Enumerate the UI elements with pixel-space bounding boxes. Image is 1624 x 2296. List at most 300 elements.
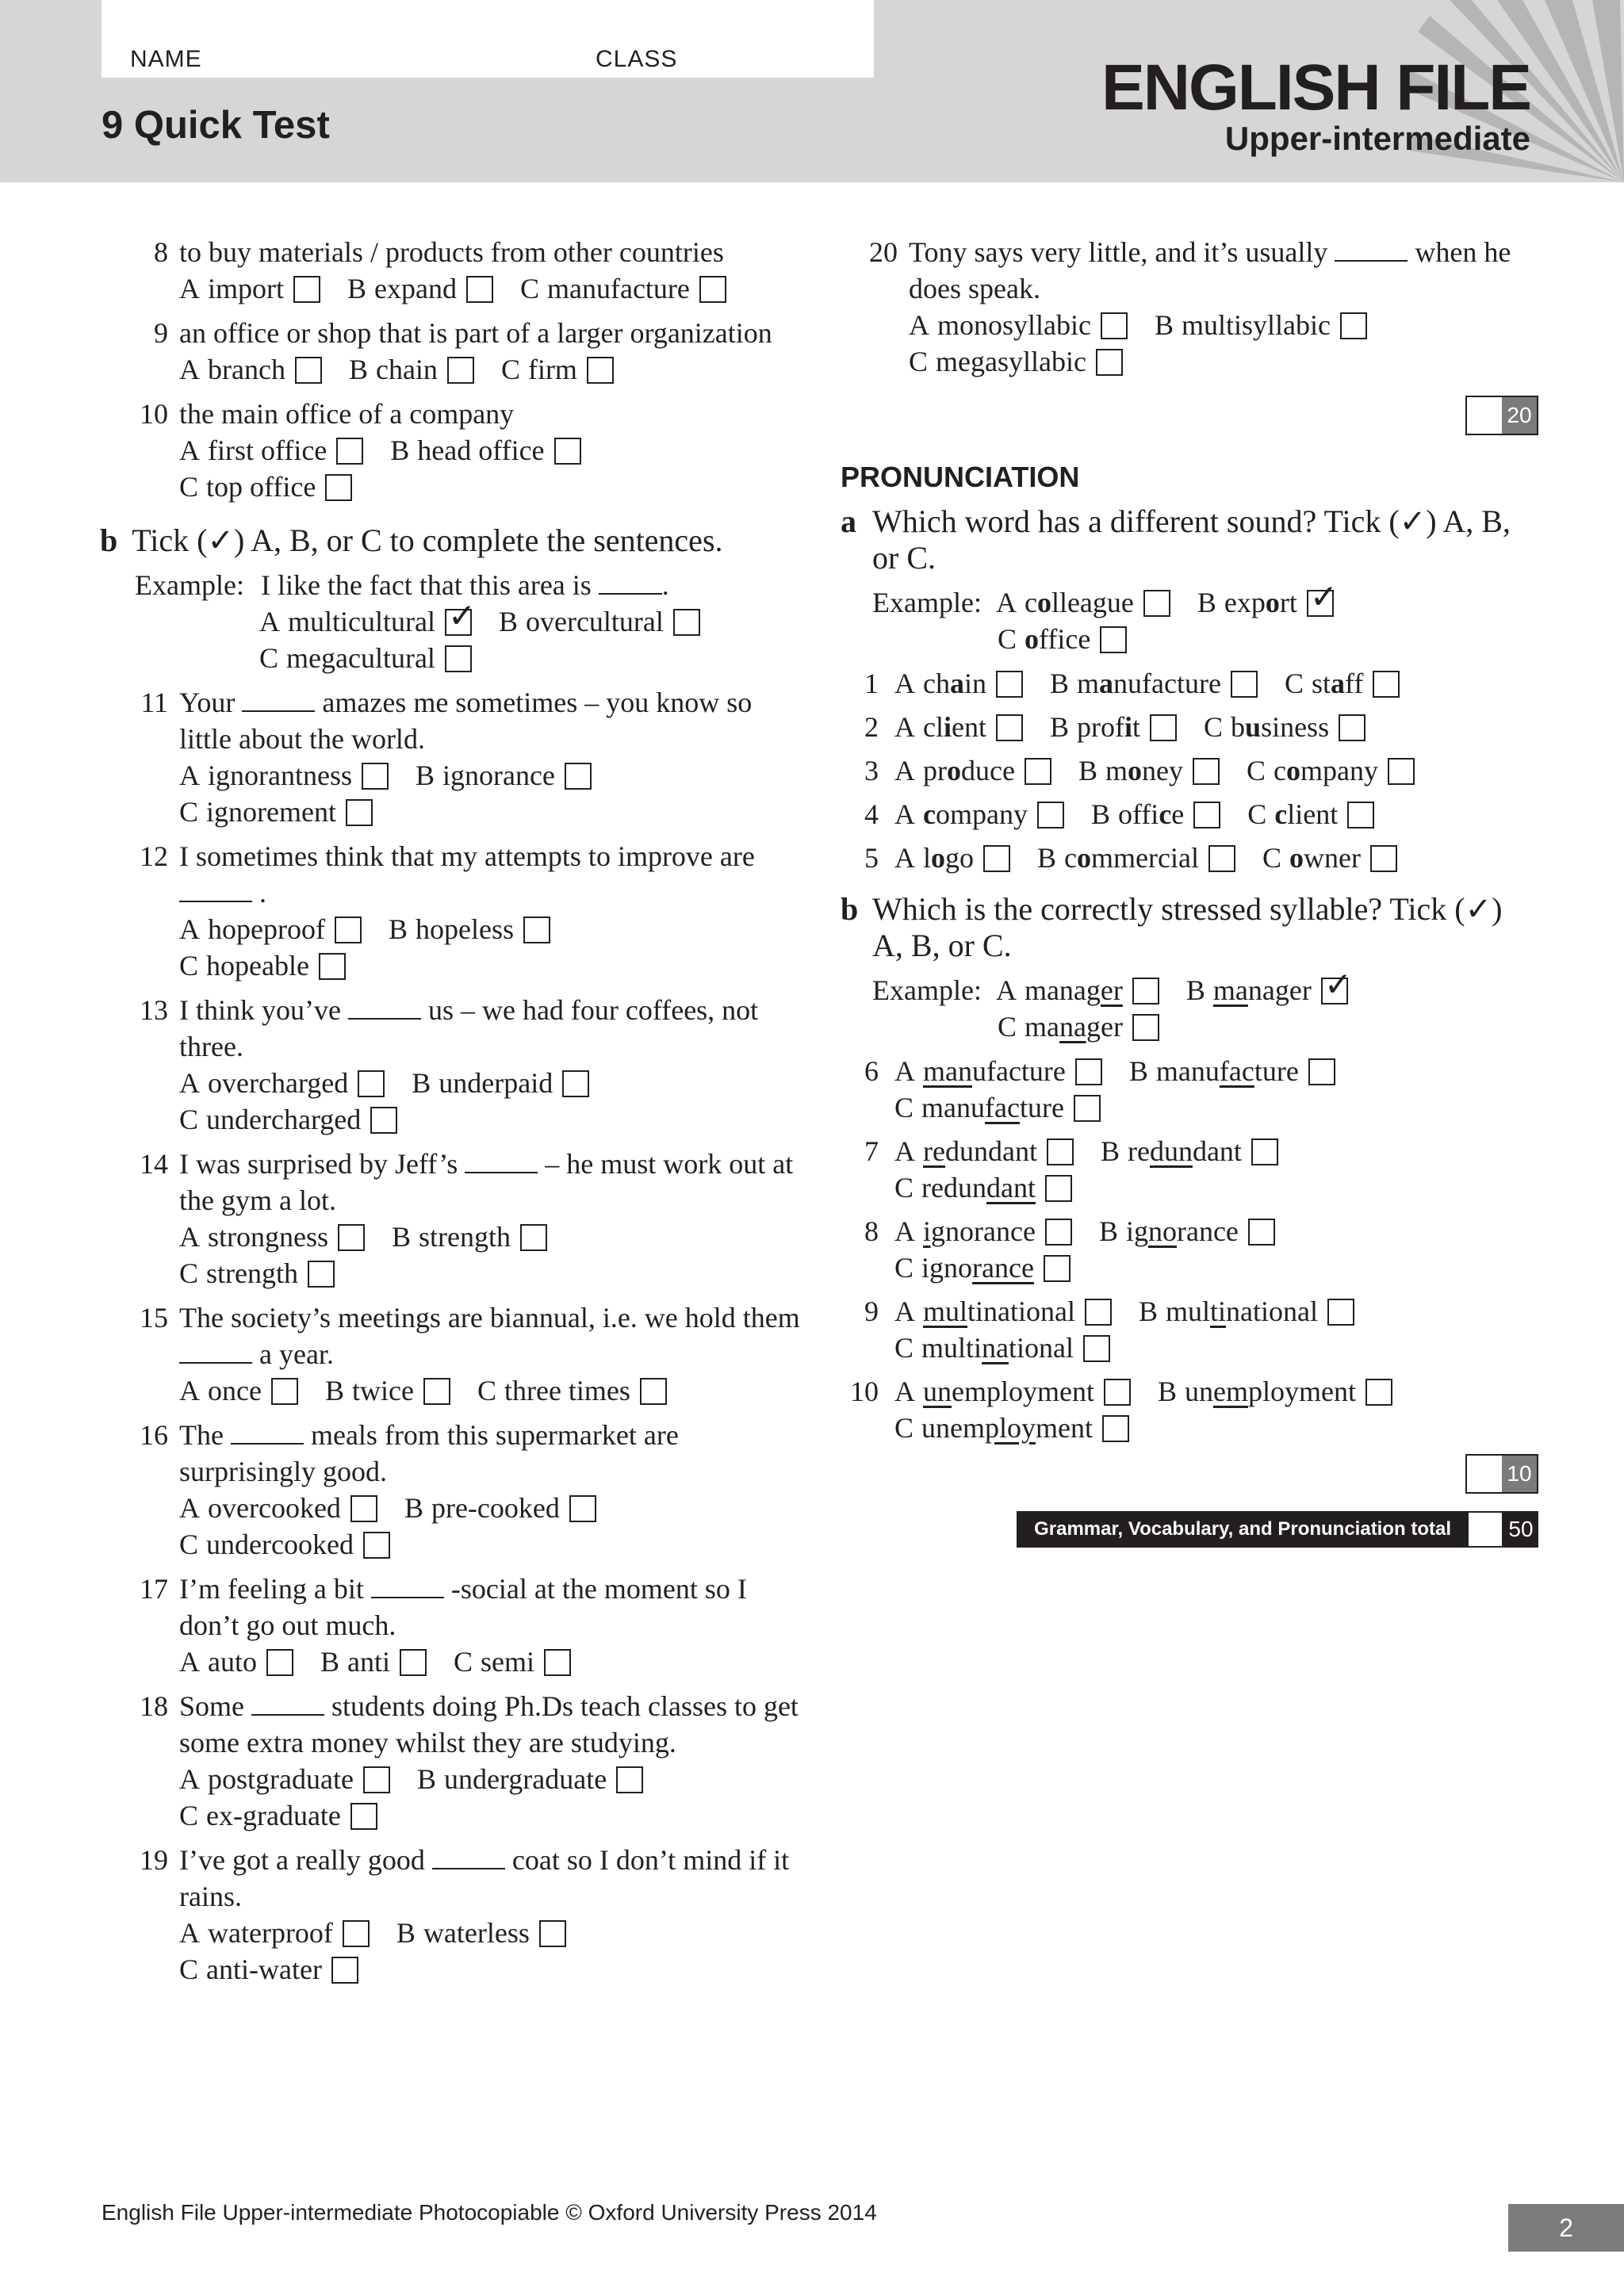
- option-word: multinational: [921, 1332, 1074, 1364]
- stressed-syllable: rance: [972, 1252, 1034, 1284]
- spacer: [111, 1988, 801, 1996]
- option: [909, 343, 1123, 380]
- question-number: 10: [850, 1376, 879, 1407]
- question-number: 8: [864, 1215, 879, 1247]
- option-text: megasyllabic: [936, 346, 1086, 377]
- option-row: [111, 1219, 801, 1255]
- stressed-syllable: un: [923, 1376, 952, 1407]
- question-options: [894, 1053, 1362, 1126]
- option-row: [111, 270, 801, 307]
- option-word: produce: [923, 755, 1015, 786]
- checkbox[interactable]: [996, 714, 1023, 741]
- checkbox[interactable]: [1251, 1138, 1278, 1165]
- option-text: auto: [208, 1646, 257, 1678]
- question-options: [894, 1213, 1302, 1286]
- checkbox[interactable]: [1102, 1415, 1129, 1442]
- vocab-score-box: [841, 396, 1538, 435]
- checkbox[interactable]: [1143, 590, 1170, 617]
- checkbox[interactable]: [1101, 312, 1128, 339]
- option-row: [111, 1372, 801, 1409]
- option: [325, 1372, 450, 1409]
- checkbox[interactable]: [346, 799, 373, 826]
- question: [111, 992, 801, 1065]
- checkbox[interactable]: [520, 1224, 547, 1251]
- stressed-syllable: re: [923, 1135, 945, 1167]
- tick-icon: ✓: [1309, 577, 1339, 616]
- option: [179, 1490, 377, 1526]
- question: [841, 1053, 1538, 1126]
- checkbox[interactable]: [350, 1495, 377, 1522]
- checkbox[interactable]: [1096, 349, 1123, 376]
- option-row: [894, 1410, 1419, 1446]
- checkbox[interactable]: [1045, 1219, 1072, 1246]
- option-letter: B: [396, 1917, 416, 1949]
- option-letter: C: [179, 1954, 199, 1985]
- stressed-syllable: fac: [1219, 1055, 1254, 1087]
- question: [111, 396, 801, 432]
- option: [179, 1644, 293, 1680]
- option-letter: B: [415, 760, 435, 791]
- tick-icon: ✓: [1323, 965, 1353, 1004]
- stressed-syllable: ig: [923, 1215, 946, 1247]
- highlighted-sound: o: [1077, 842, 1092, 874]
- checkbox[interactable]: [673, 609, 700, 636]
- question-number: 8: [154, 236, 168, 268]
- checkbox[interactable]: [1308, 1058, 1335, 1085]
- option-row: [111, 757, 801, 794]
- checkbox[interactable]: [363, 1532, 390, 1559]
- checkbox[interactable]: [1132, 978, 1159, 1004]
- checkbox[interactable]: [363, 1766, 390, 1793]
- option-word: staff: [1311, 668, 1364, 699]
- option: [179, 1065, 385, 1101]
- checkbox[interactable]: [336, 438, 363, 465]
- option-letter: A: [894, 842, 915, 874]
- option-row: [111, 947, 801, 984]
- option-letter: B: [1050, 668, 1070, 699]
- option-letter: C: [179, 1104, 199, 1135]
- stressed-syllable: em: [1212, 1376, 1248, 1407]
- question-options: [894, 1373, 1419, 1446]
- checkbox[interactable]: [1100, 626, 1127, 653]
- option: [1078, 752, 1220, 789]
- option-text: undergraduate: [443, 1763, 607, 1795]
- option-letter: A: [894, 1295, 915, 1327]
- option-letter: C: [998, 1011, 1017, 1043]
- option-text: hopeable: [206, 950, 309, 982]
- checkbox[interactable]: [1037, 802, 1064, 828]
- option-row: [111, 1915, 801, 1951]
- question-number: 9: [154, 317, 168, 349]
- option-word: profit: [1077, 711, 1141, 743]
- checkbox[interactable]: [1074, 1095, 1101, 1122]
- option-letter: A: [894, 798, 915, 830]
- option-row: [111, 1797, 801, 1834]
- option: [179, 351, 322, 388]
- question-text: I sometimes think that my attempts to improve are .: [179, 840, 755, 909]
- checkbox[interactable]: [1044, 1255, 1071, 1282]
- left-column: [100, 234, 801, 1996]
- example-label: Example:: [135, 569, 244, 601]
- option-row: [111, 1101, 801, 1138]
- option-text: undercooked: [206, 1529, 354, 1560]
- answer-gap: [599, 569, 662, 595]
- question-text: an office or shop that is part of a larger organization: [179, 317, 772, 349]
- checkbox[interactable]: [423, 1378, 450, 1405]
- option-text: overcultural: [525, 606, 664, 637]
- option-letter: B: [416, 1763, 436, 1795]
- option: [1204, 709, 1365, 745]
- checkbox[interactable]: [331, 1957, 358, 1984]
- option-word: unemployment: [1184, 1376, 1356, 1407]
- option-row: [841, 343, 1538, 380]
- option-word: redundant: [923, 1135, 1037, 1167]
- score-max: 20: [1502, 397, 1537, 434]
- option: [1037, 840, 1235, 876]
- checkbox[interactable]: [1083, 1335, 1110, 1362]
- checkbox[interactable]: [335, 916, 362, 943]
- checkbox[interactable]: [1370, 845, 1397, 872]
- checkbox[interactable]: [1075, 1058, 1102, 1085]
- stressed-syllable: ploy: [985, 1412, 1036, 1444]
- option: [1247, 752, 1415, 789]
- stressed-syllable: dun: [1149, 1135, 1193, 1167]
- pron-score-box: [841, 1454, 1538, 1494]
- option-text: multisyllabic: [1182, 309, 1331, 341]
- option-text: multicultural: [288, 606, 435, 637]
- option: [454, 1644, 571, 1680]
- vocab-b-list: [111, 684, 801, 1996]
- checkbox[interactable]: [445, 645, 472, 672]
- option-letter: C: [500, 354, 520, 385]
- checkbox[interactable]: [1339, 714, 1365, 741]
- option-letter: A: [894, 755, 915, 786]
- option-text: ex-graduate: [206, 1800, 341, 1831]
- question-text: I’m feeling a bit -social at the moment so I don’t go out much.: [179, 1573, 747, 1641]
- checkbox[interactable]: [523, 916, 550, 943]
- option-row: [894, 1330, 1381, 1366]
- checkbox[interactable]: [1388, 758, 1415, 785]
- pron-b-example: [841, 965, 1538, 1045]
- option-word: multinational: [1166, 1295, 1318, 1327]
- option-word: ignorance: [923, 1215, 1036, 1247]
- option-row: [111, 794, 801, 830]
- option-letter: B: [392, 1221, 412, 1253]
- option: [1185, 965, 1353, 1008]
- checkbox[interactable]: [996, 671, 1023, 698]
- score-input[interactable]: [1467, 1456, 1502, 1492]
- option: [412, 1065, 589, 1101]
- question-number: 15: [140, 1302, 168, 1334]
- checkbox[interactable]: [1132, 1014, 1159, 1041]
- checkbox[interactable]: [1365, 1379, 1392, 1406]
- pron-a-instruction: [841, 503, 1538, 576]
- page-number: 2: [1508, 2204, 1624, 2252]
- stressed-syllable: ma: [1212, 974, 1248, 1006]
- question: [841, 752, 1538, 789]
- option-letter: B: [1197, 587, 1216, 618]
- question-options: [894, 840, 1424, 876]
- option-letter: A: [995, 974, 1017, 1006]
- question-text: Some students doing Ph.Ds teach classes to get some extra money whilst they are studying.: [179, 1690, 799, 1758]
- checkbox[interactable]: [1340, 312, 1367, 339]
- spacer: [111, 830, 801, 838]
- checkbox[interactable]: [699, 276, 726, 303]
- example-row: [872, 965, 1538, 1008]
- option-letter: B: [498, 606, 518, 637]
- checkbox[interactable]: [983, 845, 1010, 872]
- checkbox[interactable]: [266, 1649, 293, 1676]
- option-letter: C: [179, 1800, 199, 1831]
- name-class-bar: [102, 0, 874, 78]
- option: [1247, 796, 1374, 832]
- option: [179, 947, 346, 984]
- checkbox[interactable]: [565, 763, 592, 790]
- option: [320, 1644, 427, 1680]
- total-label: Grammar, Vocabulary, and Pronunciation total: [1017, 1511, 1469, 1548]
- option: [894, 1089, 1101, 1126]
- option-word: manager: [1212, 974, 1312, 1006]
- question: [111, 838, 801, 911]
- option: [259, 640, 472, 676]
- option: [179, 270, 320, 307]
- score-input[interactable]: [1467, 397, 1502, 434]
- checkbox[interactable]: [1307, 577, 1339, 617]
- checkbox[interactable]: [319, 953, 346, 980]
- checkbox[interactable]: [1327, 1299, 1354, 1326]
- checkbox[interactable]: [616, 1766, 643, 1793]
- option: [1129, 1053, 1335, 1089]
- brand-logo: [1101, 52, 1530, 157]
- question-number: 13: [140, 994, 168, 1026]
- option-letter: C: [179, 1257, 199, 1289]
- option-row: [894, 1293, 1381, 1330]
- option-text: anti: [347, 1646, 390, 1678]
- checkbox[interactable]: [1193, 758, 1220, 785]
- question: [841, 1133, 1538, 1206]
- option: [179, 1797, 377, 1834]
- checkbox[interactable]: [1047, 1138, 1074, 1165]
- question: [841, 840, 1538, 876]
- option-letter: A: [894, 711, 915, 743]
- question-number: 6: [864, 1055, 879, 1087]
- option-letter: A: [179, 1646, 200, 1678]
- option-row: [111, 351, 801, 388]
- example-label: Example:: [872, 974, 982, 1006]
- checkbox[interactable]: [466, 276, 493, 303]
- checkbox[interactable]: [1231, 671, 1258, 698]
- checkbox[interactable]: [1248, 1219, 1275, 1246]
- option: [1050, 709, 1177, 745]
- option-row: [894, 1133, 1305, 1169]
- checkbox[interactable]: [1104, 1379, 1131, 1406]
- question-text: Tony says very little, and it’s usually when he does speak.: [909, 236, 1511, 304]
- question-options: [894, 1133, 1305, 1206]
- highlighted-sound: o: [931, 842, 946, 874]
- option-row: [894, 752, 1442, 789]
- checkbox[interactable]: [358, 1070, 385, 1097]
- checkbox[interactable]: [1150, 714, 1177, 741]
- checkbox[interactable]: [445, 596, 477, 636]
- brand-title: ENGLISH FILE: [1101, 52, 1530, 124]
- tick-icon: ✓: [447, 596, 477, 635]
- option-row: [259, 596, 801, 640]
- stressed-syllable: ger: [1086, 974, 1123, 1006]
- question: [111, 1571, 801, 1644]
- question: [841, 1213, 1538, 1286]
- option: [179, 911, 362, 947]
- footer-brand: English File Upper-intermediate: [102, 2200, 413, 2225]
- option-text: megacultural: [286, 642, 435, 674]
- checkbox[interactable]: [271, 1378, 298, 1405]
- question-number: 18: [140, 1690, 168, 1722]
- option-letter: C: [998, 623, 1017, 655]
- checkbox[interactable]: [350, 1803, 377, 1830]
- option-word: client: [923, 711, 986, 743]
- checkbox[interactable]: [295, 357, 322, 384]
- option: [259, 596, 477, 640]
- option-letter: C: [1247, 798, 1267, 830]
- option-word: manufacture: [923, 1055, 1066, 1087]
- option-word: company: [1274, 755, 1378, 786]
- option-word: unemployment: [921, 1412, 1093, 1444]
- checkbox[interactable]: [1085, 1299, 1112, 1326]
- checkbox[interactable]: [569, 1495, 596, 1522]
- checkbox[interactable]: [640, 1378, 667, 1405]
- option-word: unemployment: [923, 1376, 1094, 1407]
- question-text: I think you’ve us – we had four coffees, not three.: [179, 994, 759, 1062]
- total-input[interactable]: [1469, 1511, 1503, 1548]
- option-letter: A: [179, 1492, 200, 1524]
- answer-gap: [179, 1338, 252, 1364]
- option: [179, 794, 373, 830]
- example-label: Example:: [872, 587, 982, 618]
- option-text: hopeproof: [208, 913, 325, 945]
- option-text: monosyllabic: [937, 309, 1091, 341]
- checkbox[interactable]: [554, 438, 581, 465]
- option: [390, 432, 580, 469]
- option: [347, 270, 493, 307]
- option-letter: B: [324, 1375, 344, 1406]
- highlighted-sound: a: [1330, 668, 1345, 699]
- option-letter: C: [519, 273, 539, 304]
- option-letter: C: [179, 950, 199, 982]
- option-letter: B: [348, 354, 368, 385]
- checkbox[interactable]: [1347, 802, 1374, 828]
- question-text: I’ve got a really good coat so I don’t mind if it rains.: [179, 1844, 790, 1912]
- spacer: [111, 984, 801, 992]
- option: [416, 757, 592, 794]
- question-text: The society’s meetings are biannual, i.e. we hold them a year.: [179, 1302, 800, 1370]
- question-text: to buy materials / products from other countries: [179, 236, 724, 268]
- checkbox[interactable]: [1193, 802, 1220, 828]
- pronunciation-heading: PRONUNCIATION: [841, 461, 1080, 493]
- option: [1139, 1293, 1354, 1330]
- checkbox[interactable]: [343, 1920, 370, 1947]
- pron-a-list: [841, 665, 1538, 876]
- checkbox[interactable]: [562, 1070, 589, 1097]
- checkbox[interactable]: [1045, 1175, 1072, 1202]
- option: [894, 665, 1023, 702]
- option-text: top office: [206, 471, 316, 503]
- checkbox[interactable]: [539, 1920, 566, 1947]
- option-row: [841, 307, 1538, 343]
- footer-copyright-text: Photocopiable © Oxford University Press 2014: [412, 2200, 877, 2225]
- stressed-syllable: ti: [1210, 1295, 1227, 1327]
- option-text: semi: [481, 1646, 534, 1678]
- checkbox[interactable]: [544, 1649, 571, 1676]
- option: [520, 270, 726, 307]
- checkbox[interactable]: [400, 1649, 427, 1676]
- option-text: manufacture: [547, 273, 690, 304]
- question: [111, 315, 801, 351]
- highlighted-sound: o: [1289, 842, 1304, 874]
- option: [392, 1219, 547, 1255]
- option-letter: A: [179, 1067, 200, 1099]
- option-text: strength: [419, 1221, 511, 1253]
- instruction-text: Tick (✓) A, B, or C to complete the sentences.: [132, 522, 723, 558]
- question-number: 16: [140, 1419, 168, 1451]
- option-letter: C: [894, 1092, 914, 1123]
- option-letter: A: [179, 760, 200, 791]
- option-letter: A: [179, 1221, 200, 1253]
- question-number: 2: [864, 711, 879, 743]
- checkbox[interactable]: [338, 1224, 365, 1251]
- stressed-syllable: fac: [985, 1092, 1020, 1123]
- question: [111, 234, 801, 270]
- checkbox[interactable]: [325, 474, 352, 501]
- option-row: [111, 1761, 801, 1797]
- checkbox[interactable]: [1025, 758, 1051, 785]
- option-word: chain: [923, 668, 986, 699]
- option: [894, 1053, 1102, 1089]
- question: [111, 1688, 801, 1761]
- question: [111, 1417, 801, 1490]
- checkbox[interactable]: [370, 1107, 397, 1134]
- option-text: chain: [375, 354, 438, 385]
- option-letter: C: [894, 1172, 914, 1203]
- option-word: ignorance: [921, 1252, 1034, 1284]
- checkbox[interactable]: [1373, 671, 1400, 698]
- checkbox[interactable]: [587, 357, 614, 384]
- option-letter: B: [1090, 798, 1110, 830]
- option-letter: B: [404, 1492, 423, 1524]
- question-options: [894, 1293, 1381, 1366]
- checkbox[interactable]: [362, 763, 389, 790]
- option-text: first office: [208, 434, 327, 466]
- class-label: CLASS: [596, 46, 678, 72]
- option: [894, 1213, 1072, 1249]
- checkbox[interactable]: [1208, 845, 1235, 872]
- checkbox[interactable]: [308, 1261, 335, 1288]
- spacer: [111, 505, 801, 513]
- option-letter: B: [1078, 755, 1097, 786]
- option: [1099, 1213, 1275, 1249]
- option-row: [894, 840, 1424, 876]
- question: [111, 1842, 801, 1915]
- option: [909, 307, 1128, 343]
- highlighted-sound: c: [923, 798, 936, 830]
- option-word: export: [1224, 587, 1297, 618]
- section-letter: b: [841, 891, 859, 927]
- option: [894, 1169, 1072, 1206]
- checkbox[interactable]: [447, 357, 474, 384]
- option: [1091, 796, 1220, 832]
- option: [894, 752, 1051, 789]
- checkbox[interactable]: [293, 276, 320, 303]
- checkbox[interactable]: [1321, 965, 1353, 1004]
- option-word: colleague: [1024, 587, 1134, 618]
